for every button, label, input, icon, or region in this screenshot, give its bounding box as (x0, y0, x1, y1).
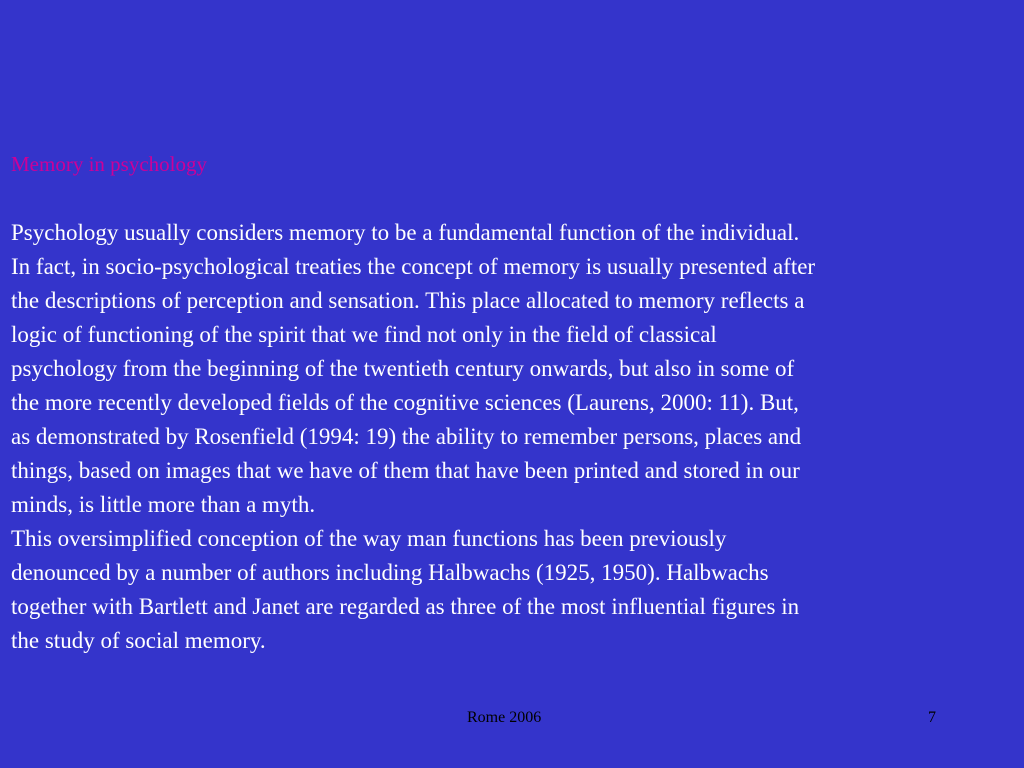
text-line: minds, is little more than a myth. (11, 492, 316, 517)
text-line: the descriptions of perception and sensation. This place allocated to memory reflects a (11, 288, 805, 313)
text-line: In fact, in socio-psychological treaties the concept of memory is usually presented after (11, 254, 816, 279)
text-line: the study of social memory. (11, 628, 266, 653)
text-line: Psychology usually considers memory to be a fundamental function of the individual. (11, 220, 800, 245)
text-line: This oversimplified conception of the way man functions has been previously (11, 526, 727, 551)
text-line: as demonstrated by Rosenfield (1994: 19) the ability to remember persons, places and (11, 424, 802, 449)
paragraph-1 (11, 216, 1011, 522)
slide-body (11, 216, 1011, 658)
text-line: psychology from the beginning of the twentieth century onwards, but also in some of (11, 356, 795, 381)
page-number: 7 (928, 709, 936, 726)
text-line: together with Bartlett and Janet are regarded as three of the most influential figures in (11, 594, 800, 619)
text-line: logic of functioning of the spirit that we find not only in the field of classical (11, 322, 717, 347)
slide-title: Memory in psychology (11, 152, 207, 176)
footer-text: Rome 2006 (467, 709, 542, 726)
text-line: the more recently developed fields of the cognitive sciences (Laurens, 2000: 11). But, (11, 390, 799, 415)
paragraph-2 (11, 522, 1011, 658)
text-line: things, based on images that we have of them that have been printed and stored in our (11, 458, 800, 483)
text-line: denounced by a number of authors including Halbwachs (1925, 1950). Halbwachs (11, 560, 769, 585)
